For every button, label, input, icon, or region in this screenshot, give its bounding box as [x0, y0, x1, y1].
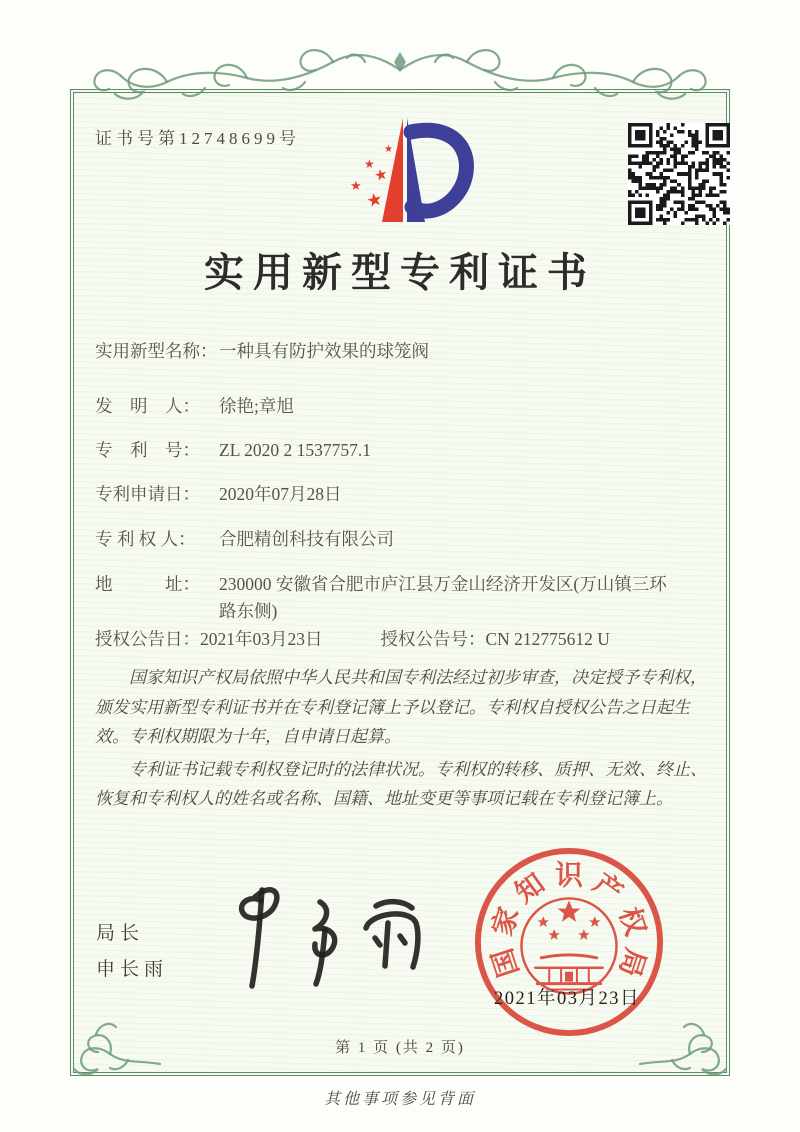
field-value: ZL 2020 2 1537757.1 — [219, 440, 371, 460]
field-row-filing-date — [95, 481, 681, 508]
field-row-address — [95, 571, 681, 625]
field-label: 专 利 号： — [95, 440, 200, 460]
legal-paragraph-2: 专利证书记载专利权登记时的法律状况。专利权的转移、质押、无效、终止、恢复和专利权人的姓名或名称、国籍、地址变更等事项记载在专利登记簿上。 — [95, 759, 707, 808]
svg-text:家: 家 — [486, 903, 525, 940]
legal-text — [95, 663, 711, 817]
field-value: 230000 安徽省合肥市庐江县万金山经济开发区(万山镇三环路东侧) — [219, 574, 667, 621]
field-label: 发 明 人： — [95, 396, 200, 416]
field-row-inventor — [95, 393, 681, 420]
back-side-note: 其他事项参见背面 — [323, 1091, 476, 1108]
field-row-patentee — [95, 526, 681, 553]
field-label: 专利申请日： — [95, 484, 200, 504]
field-value: 徐艳;章旭 — [219, 396, 294, 416]
legal-paragraph-1: 国家知识产权局依照中华人民共和国专利法经过初步审查，决定授予专利权，颁发实用新型专利证书并在专利登记簿上予以登记。专利权自授权公告之日起生效。专利权期限为十年，自申请日起算。 — [95, 668, 707, 746]
svg-text:★: ★ — [350, 178, 362, 193]
svg-text:识: 识 — [555, 859, 583, 891]
seal-date: 2021年03月23日 — [494, 989, 641, 1009]
svg-text:★: ★ — [364, 188, 385, 212]
certificate-number: 证书号第12748699号 — [95, 129, 300, 148]
director-block — [96, 916, 168, 988]
field-row-patent-number — [95, 437, 681, 464]
svg-text:产: 产 — [588, 867, 629, 909]
grant-no-value: CN 212775612 U — [485, 629, 610, 649]
grant-date-value: 2021年03月23日 — [200, 629, 323, 649]
field-row-name — [95, 338, 681, 365]
cnipa-logo-icon — [332, 110, 482, 236]
field-row-grant — [95, 626, 681, 653]
svg-text:★: ★ — [372, 166, 390, 186]
svg-text:★: ★ — [364, 157, 375, 171]
field-list — [95, 338, 681, 653]
director-name: 申长雨 — [96, 959, 169, 980]
grant-date-label: 授权公告日： — [95, 629, 200, 649]
certificate-title: 实用新型专利证书 — [204, 250, 596, 295]
field-label: 实用新型名称： — [95, 341, 218, 361]
director-title: 局长 — [96, 923, 145, 944]
qr-code — [628, 123, 730, 225]
grant-no-label: 授权公告号： — [380, 629, 486, 649]
svg-text:国: 国 — [486, 944, 525, 981]
svg-text:★: ★ — [384, 144, 393, 155]
director-signature-icon — [208, 878, 440, 996]
field-value: 合肥精创科技有限公司 — [219, 529, 394, 549]
field-value: 一种具有防护效果的球笼阀 — [219, 341, 429, 361]
svg-text:局: 局 — [613, 944, 652, 981]
svg-text:权: 权 — [613, 903, 652, 940]
field-label: 专 利 权 人： — [95, 529, 196, 549]
field-value: 2020年07月28日 — [219, 484, 342, 504]
official-seal-icon — [470, 843, 668, 1041]
field-label: 地 址： — [95, 574, 200, 594]
page-number: 第 1 页 (共 2 页) — [335, 1040, 465, 1056]
svg-text:知: 知 — [509, 867, 550, 909]
